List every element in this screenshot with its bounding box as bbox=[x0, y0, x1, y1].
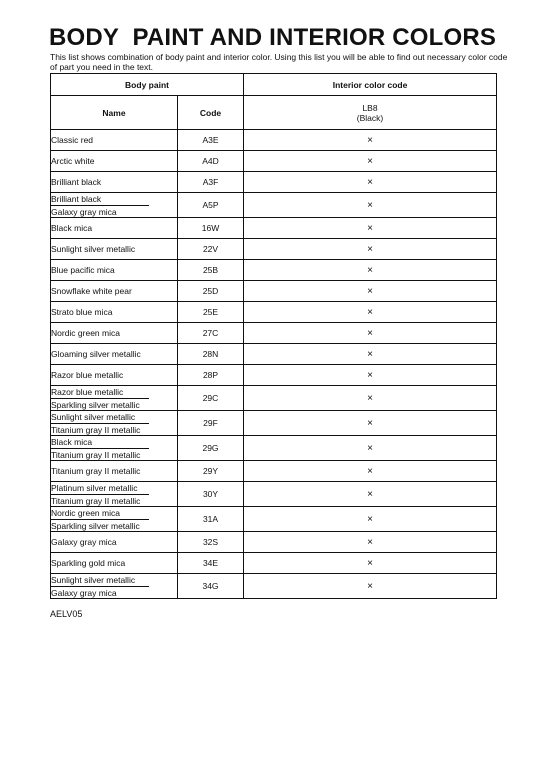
table-row bbox=[51, 532, 497, 553]
paint-name: Sunlight silver metallic bbox=[51, 575, 149, 587]
interior-mark: × bbox=[244, 553, 497, 574]
footer-code: AELV05 bbox=[50, 609, 83, 619]
paint-name-cell bbox=[51, 461, 178, 482]
paint-name-cell bbox=[51, 386, 178, 411]
interior-mark: × bbox=[244, 507, 497, 532]
interior-mark: × bbox=[244, 323, 497, 344]
table-row bbox=[51, 436, 497, 461]
paint-code: 28N bbox=[178, 344, 244, 365]
page-title: BODY PAINT AND INTERIOR COLORS bbox=[49, 24, 497, 51]
paint-name-cell bbox=[51, 344, 178, 365]
paint-name: Razor blue metallic bbox=[51, 387, 149, 399]
paint-name: Platinum silver metallic bbox=[51, 483, 149, 495]
table-row bbox=[51, 260, 497, 281]
paint-name-cell bbox=[51, 193, 178, 218]
interior-color-header: Interior color code bbox=[244, 74, 497, 96]
table-row bbox=[51, 281, 497, 302]
paint-name: Sparkling silver metallic bbox=[51, 399, 140, 410]
paint-name: Titanium gray II metallic bbox=[51, 424, 141, 435]
interior-mark: × bbox=[244, 193, 497, 218]
paint-name-cell bbox=[51, 218, 178, 239]
interior-desc: (Black) bbox=[356, 112, 384, 123]
name-column-header: Name bbox=[51, 96, 178, 130]
table-row bbox=[51, 218, 497, 239]
paint-code: A3F bbox=[178, 172, 244, 193]
paint-name: Titanium gray II metallic bbox=[51, 466, 141, 476]
intro-text: This list shows combination of body paint and interior color. Using this list you will be able to find out necessary color code of part you need in the text. bbox=[50, 52, 508, 72]
table-row bbox=[51, 411, 497, 436]
body-paint-header: Body paint bbox=[51, 74, 244, 96]
table-row bbox=[51, 323, 497, 344]
paint-name: Sparkling gold mica bbox=[51, 558, 126, 568]
interior-code-header bbox=[244, 96, 497, 130]
table-row bbox=[51, 193, 497, 218]
paint-name: Nordic green mica bbox=[51, 508, 149, 520]
table-row bbox=[51, 461, 497, 482]
paint-name-cell bbox=[51, 436, 178, 461]
paint-code: A3E bbox=[178, 130, 244, 151]
paint-code: 34E bbox=[178, 553, 244, 574]
paint-name-cell bbox=[51, 323, 178, 344]
interior-mark: × bbox=[244, 532, 497, 553]
paint-name: Brilliant black bbox=[51, 194, 149, 206]
code-column-header: Code bbox=[178, 96, 244, 130]
paint-name: Sparkling silver metallic bbox=[51, 520, 140, 531]
paint-code: 22V bbox=[178, 239, 244, 260]
paint-code: 29F bbox=[178, 411, 244, 436]
table-row bbox=[51, 151, 497, 172]
paint-code: 29Y bbox=[178, 461, 244, 482]
paint-name: Snowflake white pear bbox=[51, 286, 132, 296]
paint-name-cell bbox=[51, 260, 178, 281]
paint-name: Nordic green mica bbox=[51, 328, 120, 338]
paint-name: Blue pacific mica bbox=[51, 265, 115, 275]
table-row bbox=[51, 239, 497, 260]
paint-name-cell bbox=[51, 365, 178, 386]
paint-name: Black mica bbox=[51, 223, 93, 233]
paint-name-cell bbox=[51, 411, 178, 436]
paint-name: Strato blue mica bbox=[51, 307, 113, 317]
paint-code: 31A bbox=[178, 507, 244, 532]
interior-mark: × bbox=[244, 130, 497, 151]
table-row bbox=[51, 553, 497, 574]
table-body bbox=[51, 130, 497, 599]
paint-code: 25E bbox=[178, 302, 244, 323]
table-row bbox=[51, 482, 497, 507]
table-row bbox=[51, 507, 497, 532]
paint-name: Razor blue metallic bbox=[51, 370, 124, 380]
interior-mark: × bbox=[244, 574, 497, 599]
paint-name: Black mica bbox=[51, 437, 149, 449]
paint-name: Titanium gray II metallic bbox=[51, 449, 141, 460]
paint-name: Titanium gray II metallic bbox=[51, 495, 141, 506]
paint-code: 25D bbox=[178, 281, 244, 302]
interior-mark: × bbox=[244, 461, 497, 482]
paint-code: 16W bbox=[178, 218, 244, 239]
paint-code: 29G bbox=[178, 436, 244, 461]
paint-code: 27C bbox=[178, 323, 244, 344]
paint-code: 30Y bbox=[178, 482, 244, 507]
table-row bbox=[51, 130, 497, 151]
table-row bbox=[51, 302, 497, 323]
table-row bbox=[51, 172, 497, 193]
interior-mark: × bbox=[244, 151, 497, 172]
interior-mark: × bbox=[244, 281, 497, 302]
paint-name-cell bbox=[51, 239, 178, 260]
paint-code: 28P bbox=[178, 365, 244, 386]
paint-name-cell bbox=[51, 507, 178, 532]
paint-name: Brilliant black bbox=[51, 177, 102, 187]
paint-code: 34G bbox=[178, 574, 244, 599]
paint-name-cell bbox=[51, 553, 178, 574]
table-row bbox=[51, 386, 497, 411]
interior-mark: × bbox=[244, 386, 497, 411]
paint-name-cell bbox=[51, 130, 178, 151]
paint-name: Sunlight silver metallic bbox=[51, 244, 136, 254]
paint-name: Galaxy gray mica bbox=[51, 206, 117, 217]
table-row bbox=[51, 574, 497, 599]
paint-code: A5P bbox=[178, 193, 244, 218]
paint-name-cell bbox=[51, 574, 178, 599]
paint-name-cell bbox=[51, 532, 178, 553]
interior-mark: × bbox=[244, 218, 497, 239]
paint-name-cell bbox=[51, 281, 178, 302]
paint-code: A4D bbox=[178, 151, 244, 172]
paint-name: Sunlight silver metallic bbox=[51, 412, 149, 424]
interior-mark: × bbox=[244, 302, 497, 323]
interior-mark: × bbox=[244, 482, 497, 507]
interior-code: LB8 bbox=[362, 102, 378, 113]
interior-mark: × bbox=[244, 411, 497, 436]
table-row bbox=[51, 365, 497, 386]
interior-mark: × bbox=[244, 260, 497, 281]
paint-code: 25B bbox=[178, 260, 244, 281]
paint-name-cell bbox=[51, 302, 178, 323]
paint-name: Galaxy gray mica bbox=[51, 537, 117, 547]
color-table bbox=[50, 73, 497, 599]
interior-mark: × bbox=[244, 344, 497, 365]
paint-name: Gloaming silver metallic bbox=[51, 349, 141, 359]
interior-mark: × bbox=[244, 172, 497, 193]
paint-name: Arctic white bbox=[51, 156, 95, 166]
paint-code: 29C bbox=[178, 386, 244, 411]
interior-mark: × bbox=[244, 436, 497, 461]
table-row bbox=[51, 344, 497, 365]
paint-name-cell bbox=[51, 482, 178, 507]
interior-mark: × bbox=[244, 365, 497, 386]
paint-name-cell bbox=[51, 151, 178, 172]
interior-mark: × bbox=[244, 239, 497, 260]
paint-code: 32S bbox=[178, 532, 244, 553]
paint-name-cell bbox=[51, 172, 178, 193]
paint-name: Classic red bbox=[51, 135, 94, 145]
paint-name: Galaxy gray mica bbox=[51, 587, 117, 598]
